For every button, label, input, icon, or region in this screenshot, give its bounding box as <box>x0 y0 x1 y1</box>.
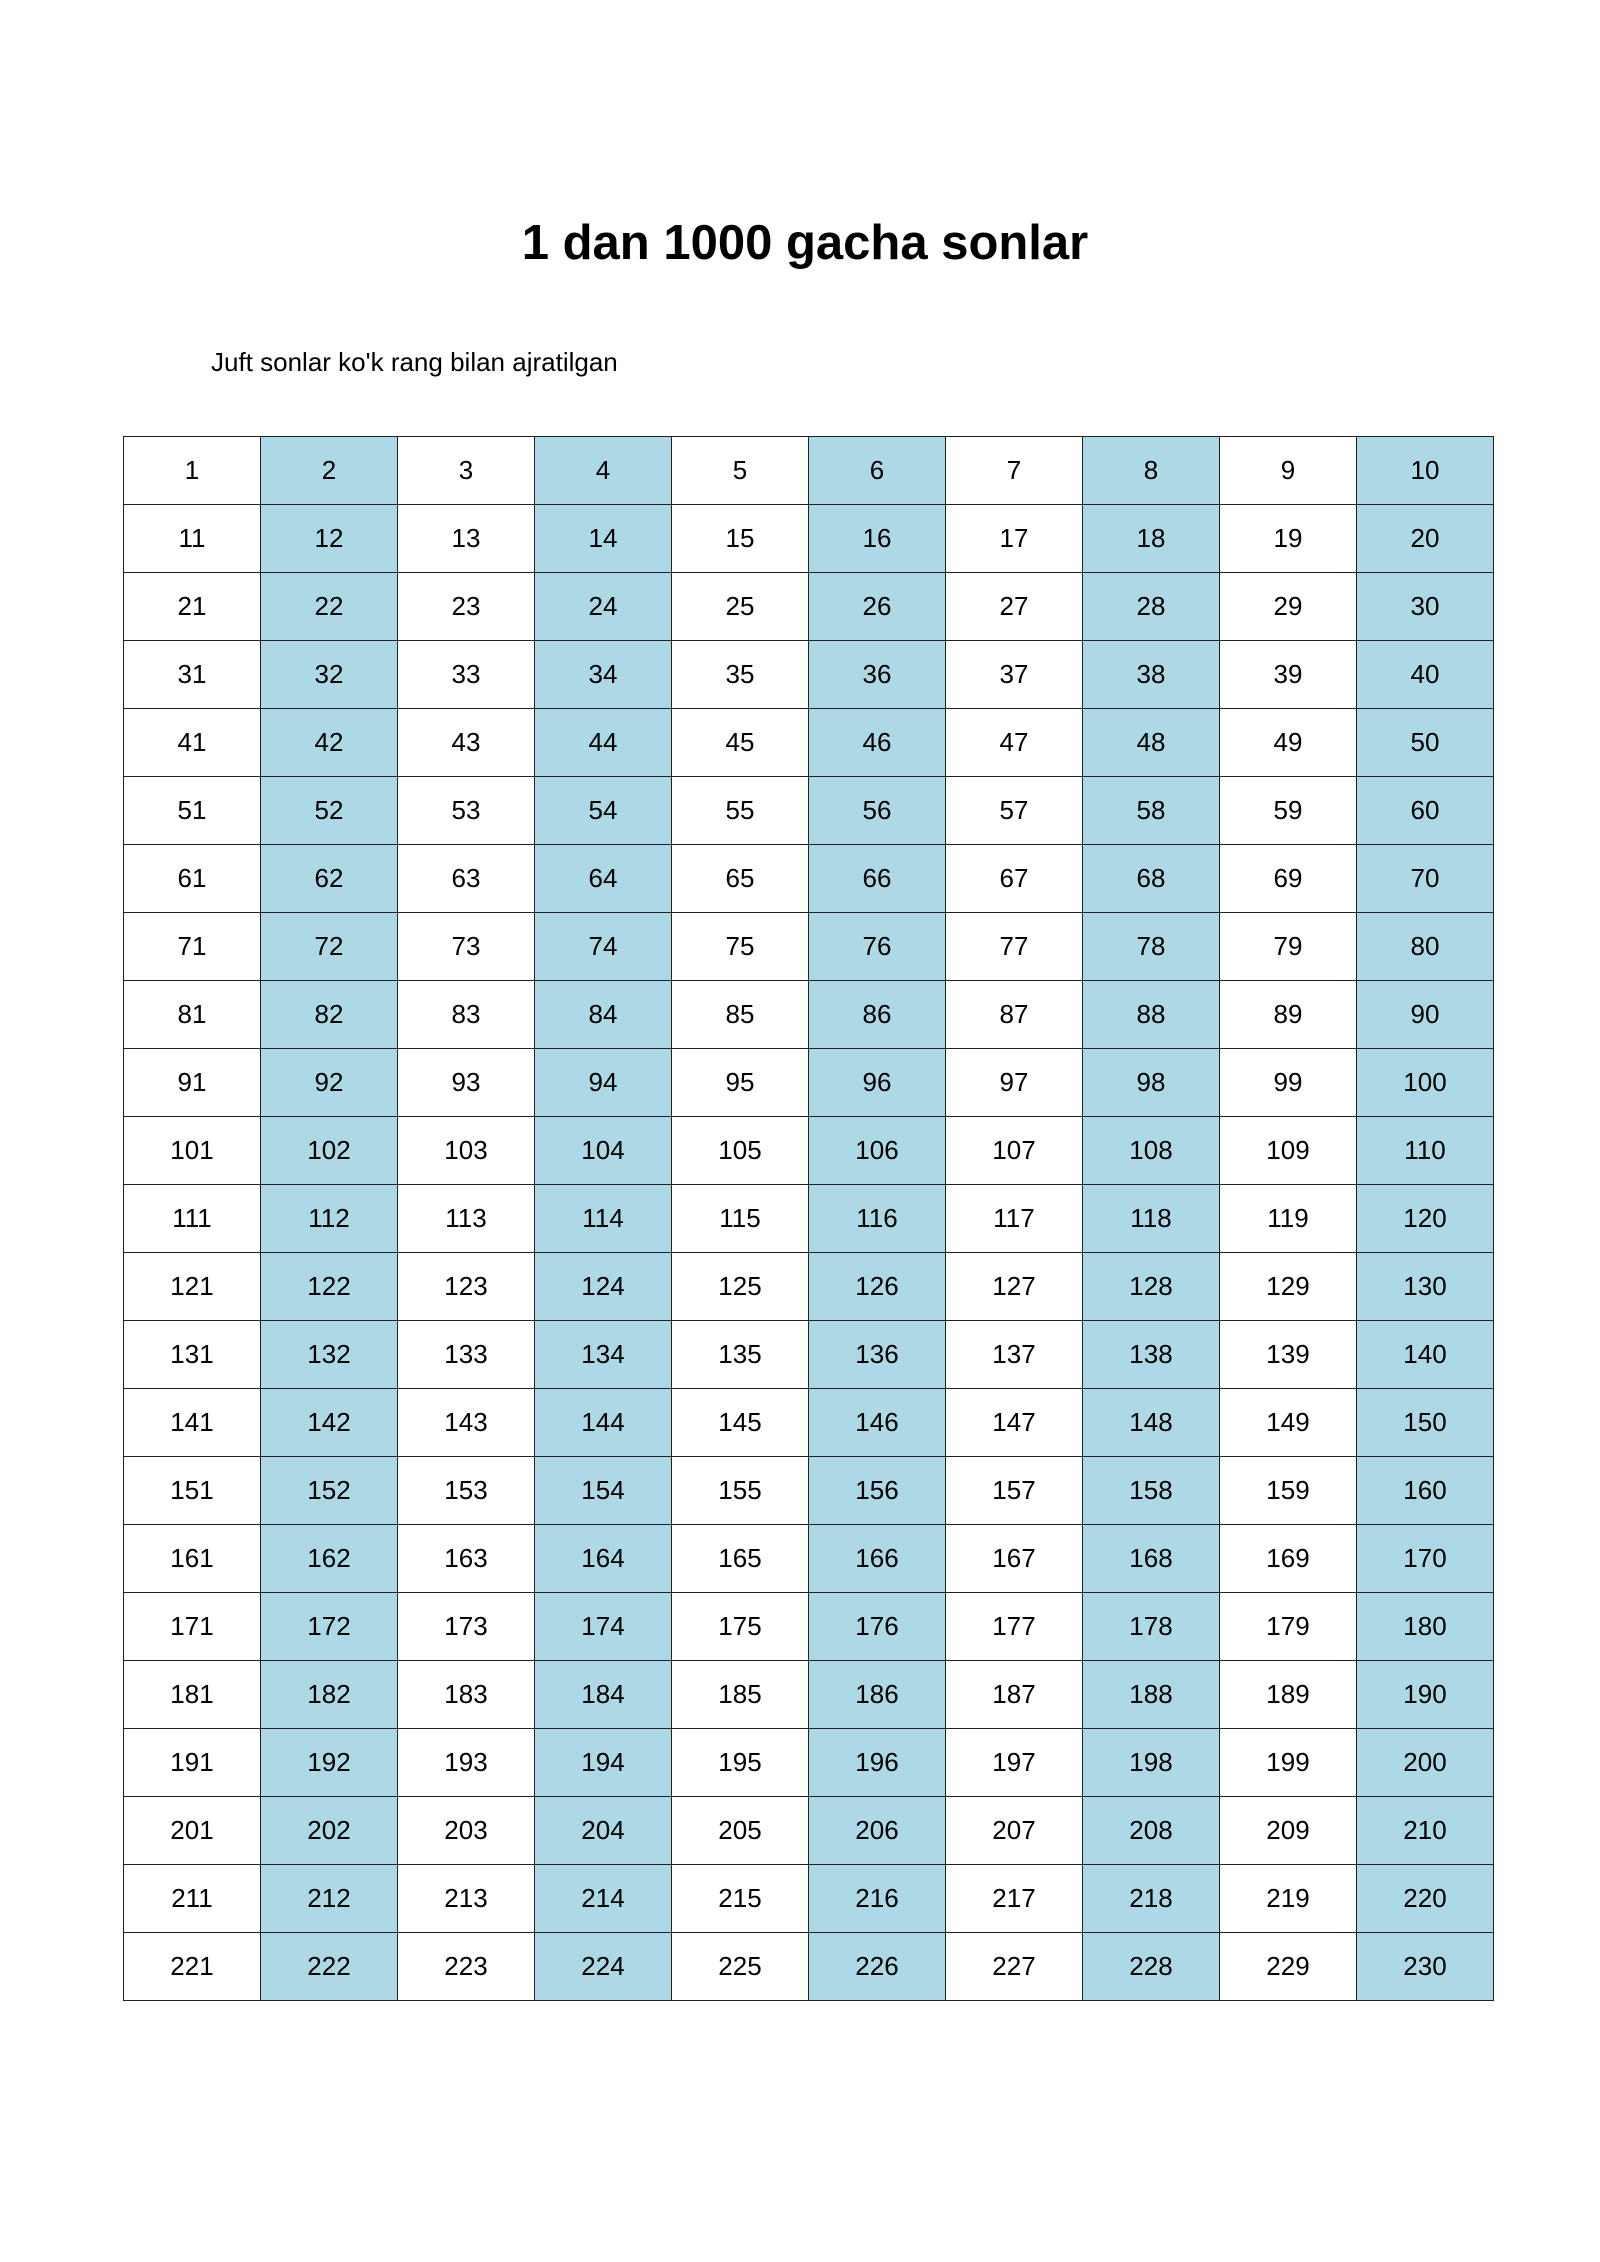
number-cell: 19 <box>1220 505 1357 573</box>
number-cell: 181 <box>124 1661 261 1729</box>
number-cell: 163 <box>398 1525 535 1593</box>
number-cell: 18 <box>1083 505 1220 573</box>
number-cell: 169 <box>1220 1525 1357 1593</box>
number-cell: 78 <box>1083 913 1220 981</box>
number-cell: 174 <box>535 1593 672 1661</box>
table-row <box>124 1321 1494 1389</box>
number-cell: 23 <box>398 573 535 641</box>
number-cell: 143 <box>398 1389 535 1457</box>
number-cell: 49 <box>1220 709 1357 777</box>
number-cell: 33 <box>398 641 535 709</box>
number-cell: 93 <box>398 1049 535 1117</box>
number-cell: 25 <box>672 573 809 641</box>
table-row <box>124 1525 1494 1593</box>
number-cell: 72 <box>261 913 398 981</box>
number-cell: 224 <box>535 1933 672 2001</box>
number-cell: 222 <box>261 1933 398 2001</box>
table-row <box>124 1729 1494 1797</box>
table-row <box>124 437 1494 505</box>
number-cell: 228 <box>1083 1933 1220 2001</box>
number-cell: 68 <box>1083 845 1220 913</box>
number-cell: 154 <box>535 1457 672 1525</box>
number-cell: 165 <box>672 1525 809 1593</box>
number-cell: 221 <box>124 1933 261 2001</box>
table-row <box>124 1797 1494 1865</box>
number-cell: 113 <box>398 1185 535 1253</box>
number-cell: 104 <box>535 1117 672 1185</box>
number-cell: 145 <box>672 1389 809 1457</box>
number-cell: 136 <box>809 1321 946 1389</box>
number-cell: 129 <box>1220 1253 1357 1321</box>
table-row <box>124 1933 1494 2001</box>
table-row <box>124 505 1494 573</box>
number-cell: 105 <box>672 1117 809 1185</box>
number-cell: 8 <box>1083 437 1220 505</box>
number-cell: 85 <box>672 981 809 1049</box>
number-cell: 71 <box>124 913 261 981</box>
number-cell: 140 <box>1357 1321 1494 1389</box>
number-cell: 182 <box>261 1661 398 1729</box>
number-cell: 56 <box>809 777 946 845</box>
number-cell: 118 <box>1083 1185 1220 1253</box>
number-cell: 88 <box>1083 981 1220 1049</box>
number-cell: 120 <box>1357 1185 1494 1253</box>
number-cell: 171 <box>124 1593 261 1661</box>
page-subtitle: Juft sonlar ko'k rang bilan ajratilgan <box>211 347 618 377</box>
number-cell: 225 <box>672 1933 809 2001</box>
number-cell: 81 <box>124 981 261 1049</box>
number-cell: 107 <box>946 1117 1083 1185</box>
number-cell: 69 <box>1220 845 1357 913</box>
number-cell: 41 <box>124 709 261 777</box>
number-cell: 101 <box>124 1117 261 1185</box>
number-cell: 79 <box>1220 913 1357 981</box>
number-cell: 43 <box>398 709 535 777</box>
number-cell: 134 <box>535 1321 672 1389</box>
number-cell: 58 <box>1083 777 1220 845</box>
number-cell: 160 <box>1357 1457 1494 1525</box>
number-cell: 230 <box>1357 1933 1494 2001</box>
number-cell: 99 <box>1220 1049 1357 1117</box>
number-cell: 70 <box>1357 845 1494 913</box>
number-grid-table <box>123 436 1494 2001</box>
number-cell: 209 <box>1220 1797 1357 1865</box>
number-cell: 219 <box>1220 1865 1357 1933</box>
number-cell: 183 <box>398 1661 535 1729</box>
table-row <box>124 1253 1494 1321</box>
number-cell: 40 <box>1357 641 1494 709</box>
number-cell: 177 <box>946 1593 1083 1661</box>
number-cell: 197 <box>946 1729 1083 1797</box>
number-cell: 138 <box>1083 1321 1220 1389</box>
number-cell: 80 <box>1357 913 1494 981</box>
number-cell: 214 <box>535 1865 672 1933</box>
number-cell: 215 <box>672 1865 809 1933</box>
number-cell: 203 <box>398 1797 535 1865</box>
number-cell: 158 <box>1083 1457 1220 1525</box>
table-row <box>124 1117 1494 1185</box>
number-cell: 135 <box>672 1321 809 1389</box>
number-cell: 124 <box>535 1253 672 1321</box>
number-cell: 170 <box>1357 1525 1494 1593</box>
number-cell: 153 <box>398 1457 535 1525</box>
number-cell: 110 <box>1357 1117 1494 1185</box>
number-cell: 37 <box>946 641 1083 709</box>
number-cell: 126 <box>809 1253 946 1321</box>
number-cell: 35 <box>672 641 809 709</box>
number-cell: 122 <box>261 1253 398 1321</box>
number-cell: 176 <box>809 1593 946 1661</box>
number-cell: 102 <box>261 1117 398 1185</box>
number-cell: 155 <box>672 1457 809 1525</box>
number-cell: 34 <box>535 641 672 709</box>
number-cell: 151 <box>124 1457 261 1525</box>
number-cell: 146 <box>809 1389 946 1457</box>
number-cell: 149 <box>1220 1389 1357 1457</box>
number-cell: 14 <box>535 505 672 573</box>
number-cell: 218 <box>1083 1865 1220 1933</box>
number-cell: 51 <box>124 777 261 845</box>
number-cell: 186 <box>809 1661 946 1729</box>
number-cell: 119 <box>1220 1185 1357 1253</box>
number-cell: 7 <box>946 437 1083 505</box>
number-cell: 220 <box>1357 1865 1494 1933</box>
number-cell: 193 <box>398 1729 535 1797</box>
table-row <box>124 981 1494 1049</box>
number-cell: 211 <box>124 1865 261 1933</box>
number-cell: 172 <box>261 1593 398 1661</box>
number-cell: 189 <box>1220 1661 1357 1729</box>
number-cell: 75 <box>672 913 809 981</box>
number-cell: 94 <box>535 1049 672 1117</box>
number-cell: 67 <box>946 845 1083 913</box>
number-cell: 89 <box>1220 981 1357 1049</box>
number-cell: 27 <box>946 573 1083 641</box>
number-cell: 2 <box>261 437 398 505</box>
number-cell: 190 <box>1357 1661 1494 1729</box>
number-cell: 168 <box>1083 1525 1220 1593</box>
number-cell: 200 <box>1357 1729 1494 1797</box>
table-row <box>124 1457 1494 1525</box>
number-cell: 48 <box>1083 709 1220 777</box>
number-cell: 54 <box>535 777 672 845</box>
number-cell: 12 <box>261 505 398 573</box>
table-row <box>124 1389 1494 1457</box>
number-cell: 92 <box>261 1049 398 1117</box>
number-cell: 204 <box>535 1797 672 1865</box>
number-cell: 55 <box>672 777 809 845</box>
number-cell: 132 <box>261 1321 398 1389</box>
number-cell: 38 <box>1083 641 1220 709</box>
number-cell: 90 <box>1357 981 1494 1049</box>
table-row <box>124 709 1494 777</box>
number-cell: 123 <box>398 1253 535 1321</box>
number-cell: 111 <box>124 1185 261 1253</box>
number-cell: 57 <box>946 777 1083 845</box>
number-cell: 84 <box>535 981 672 1049</box>
number-cell: 28 <box>1083 573 1220 641</box>
number-cell: 180 <box>1357 1593 1494 1661</box>
number-cell: 59 <box>1220 777 1357 845</box>
number-cell: 61 <box>124 845 261 913</box>
number-cell: 108 <box>1083 1117 1220 1185</box>
number-cell: 112 <box>261 1185 398 1253</box>
number-cell: 196 <box>809 1729 946 1797</box>
number-cell: 216 <box>809 1865 946 1933</box>
number-cell: 199 <box>1220 1729 1357 1797</box>
number-cell: 117 <box>946 1185 1083 1253</box>
number-cell: 212 <box>261 1865 398 1933</box>
number-cell: 6 <box>809 437 946 505</box>
number-cell: 128 <box>1083 1253 1220 1321</box>
number-cell: 97 <box>946 1049 1083 1117</box>
number-cell: 205 <box>672 1797 809 1865</box>
number-cell: 87 <box>946 981 1083 1049</box>
number-cell: 147 <box>946 1389 1083 1457</box>
number-cell: 137 <box>946 1321 1083 1389</box>
number-cell: 9 <box>1220 437 1357 505</box>
number-cell: 127 <box>946 1253 1083 1321</box>
number-cell: 213 <box>398 1865 535 1933</box>
number-cell: 16 <box>809 505 946 573</box>
number-cell: 21 <box>124 573 261 641</box>
table-row <box>124 777 1494 845</box>
number-cell: 206 <box>809 1797 946 1865</box>
number-grid-body <box>124 437 1494 2001</box>
number-cell: 98 <box>1083 1049 1220 1117</box>
number-cell: 178 <box>1083 1593 1220 1661</box>
number-cell: 65 <box>672 845 809 913</box>
number-cell: 32 <box>261 641 398 709</box>
table-row <box>124 1865 1494 1933</box>
number-cell: 192 <box>261 1729 398 1797</box>
number-cell: 201 <box>124 1797 261 1865</box>
number-cell: 1 <box>124 437 261 505</box>
number-cell: 5 <box>672 437 809 505</box>
number-cell: 162 <box>261 1525 398 1593</box>
number-cell: 45 <box>672 709 809 777</box>
number-cell: 46 <box>809 709 946 777</box>
number-cell: 152 <box>261 1457 398 1525</box>
table-row <box>124 1185 1494 1253</box>
number-cell: 22 <box>261 573 398 641</box>
number-cell: 164 <box>535 1525 672 1593</box>
number-cell: 39 <box>1220 641 1357 709</box>
number-cell: 64 <box>535 845 672 913</box>
number-cell: 217 <box>946 1865 1083 1933</box>
number-cell: 187 <box>946 1661 1083 1729</box>
number-cell: 116 <box>809 1185 946 1253</box>
number-cell: 208 <box>1083 1797 1220 1865</box>
number-cell: 159 <box>1220 1457 1357 1525</box>
number-cell: 157 <box>946 1457 1083 1525</box>
number-cell: 142 <box>261 1389 398 1457</box>
number-cell: 198 <box>1083 1729 1220 1797</box>
table-row <box>124 573 1494 641</box>
number-cell: 114 <box>535 1185 672 1253</box>
number-cell: 109 <box>1220 1117 1357 1185</box>
number-cell: 179 <box>1220 1593 1357 1661</box>
number-cell: 83 <box>398 981 535 1049</box>
number-cell: 121 <box>124 1253 261 1321</box>
number-cell: 226 <box>809 1933 946 2001</box>
number-cell: 91 <box>124 1049 261 1117</box>
number-cell: 30 <box>1357 573 1494 641</box>
number-cell: 76 <box>809 913 946 981</box>
number-cell: 131 <box>124 1321 261 1389</box>
number-cell: 53 <box>398 777 535 845</box>
number-cell: 194 <box>535 1729 672 1797</box>
number-cell: 161 <box>124 1525 261 1593</box>
table-row <box>124 913 1494 981</box>
number-cell: 29 <box>1220 573 1357 641</box>
number-cell: 36 <box>809 641 946 709</box>
number-cell: 42 <box>261 709 398 777</box>
number-cell: 144 <box>535 1389 672 1457</box>
number-cell: 82 <box>261 981 398 1049</box>
number-cell: 31 <box>124 641 261 709</box>
page-title: 1 dan 1000 gacha sonlar <box>521 216 1089 270</box>
number-cell: 166 <box>809 1525 946 1593</box>
number-cell: 130 <box>1357 1253 1494 1321</box>
number-cell: 139 <box>1220 1321 1357 1389</box>
number-cell: 73 <box>398 913 535 981</box>
number-cell: 17 <box>946 505 1083 573</box>
number-cell: 125 <box>672 1253 809 1321</box>
number-cell: 26 <box>809 573 946 641</box>
number-cell: 100 <box>1357 1049 1494 1117</box>
number-cell: 185 <box>672 1661 809 1729</box>
number-cell: 141 <box>124 1389 261 1457</box>
number-cell: 44 <box>535 709 672 777</box>
table-row <box>124 1049 1494 1117</box>
number-cell: 195 <box>672 1729 809 1797</box>
number-cell: 77 <box>946 913 1083 981</box>
table-row <box>124 845 1494 913</box>
number-cell: 3 <box>398 437 535 505</box>
number-cell: 188 <box>1083 1661 1220 1729</box>
number-cell: 175 <box>672 1593 809 1661</box>
number-cell: 173 <box>398 1593 535 1661</box>
table-row <box>124 641 1494 709</box>
number-cell: 156 <box>809 1457 946 1525</box>
number-cell: 167 <box>946 1525 1083 1593</box>
number-cell: 103 <box>398 1117 535 1185</box>
number-cell: 20 <box>1357 505 1494 573</box>
number-cell: 202 <box>261 1797 398 1865</box>
number-cell: 63 <box>398 845 535 913</box>
number-cell: 223 <box>398 1933 535 2001</box>
number-cell: 86 <box>809 981 946 1049</box>
number-cell: 66 <box>809 845 946 913</box>
number-cell: 133 <box>398 1321 535 1389</box>
number-cell: 60 <box>1357 777 1494 845</box>
number-cell: 96 <box>809 1049 946 1117</box>
number-cell: 210 <box>1357 1797 1494 1865</box>
number-cell: 184 <box>535 1661 672 1729</box>
number-cell: 15 <box>672 505 809 573</box>
table-row <box>124 1661 1494 1729</box>
number-cell: 4 <box>535 437 672 505</box>
number-cell: 106 <box>809 1117 946 1185</box>
number-cell: 148 <box>1083 1389 1220 1457</box>
number-cell: 10 <box>1357 437 1494 505</box>
number-cell: 150 <box>1357 1389 1494 1457</box>
number-cell: 207 <box>946 1797 1083 1865</box>
number-cell: 115 <box>672 1185 809 1253</box>
number-cell: 52 <box>261 777 398 845</box>
number-cell: 62 <box>261 845 398 913</box>
number-cell: 191 <box>124 1729 261 1797</box>
number-cell: 227 <box>946 1933 1083 2001</box>
number-cell: 229 <box>1220 1933 1357 2001</box>
number-cell: 11 <box>124 505 261 573</box>
number-cell: 24 <box>535 573 672 641</box>
table-row <box>124 1593 1494 1661</box>
number-cell: 95 <box>672 1049 809 1117</box>
number-cell: 13 <box>398 505 535 573</box>
number-cell: 74 <box>535 913 672 981</box>
number-cell: 50 <box>1357 709 1494 777</box>
number-cell: 47 <box>946 709 1083 777</box>
